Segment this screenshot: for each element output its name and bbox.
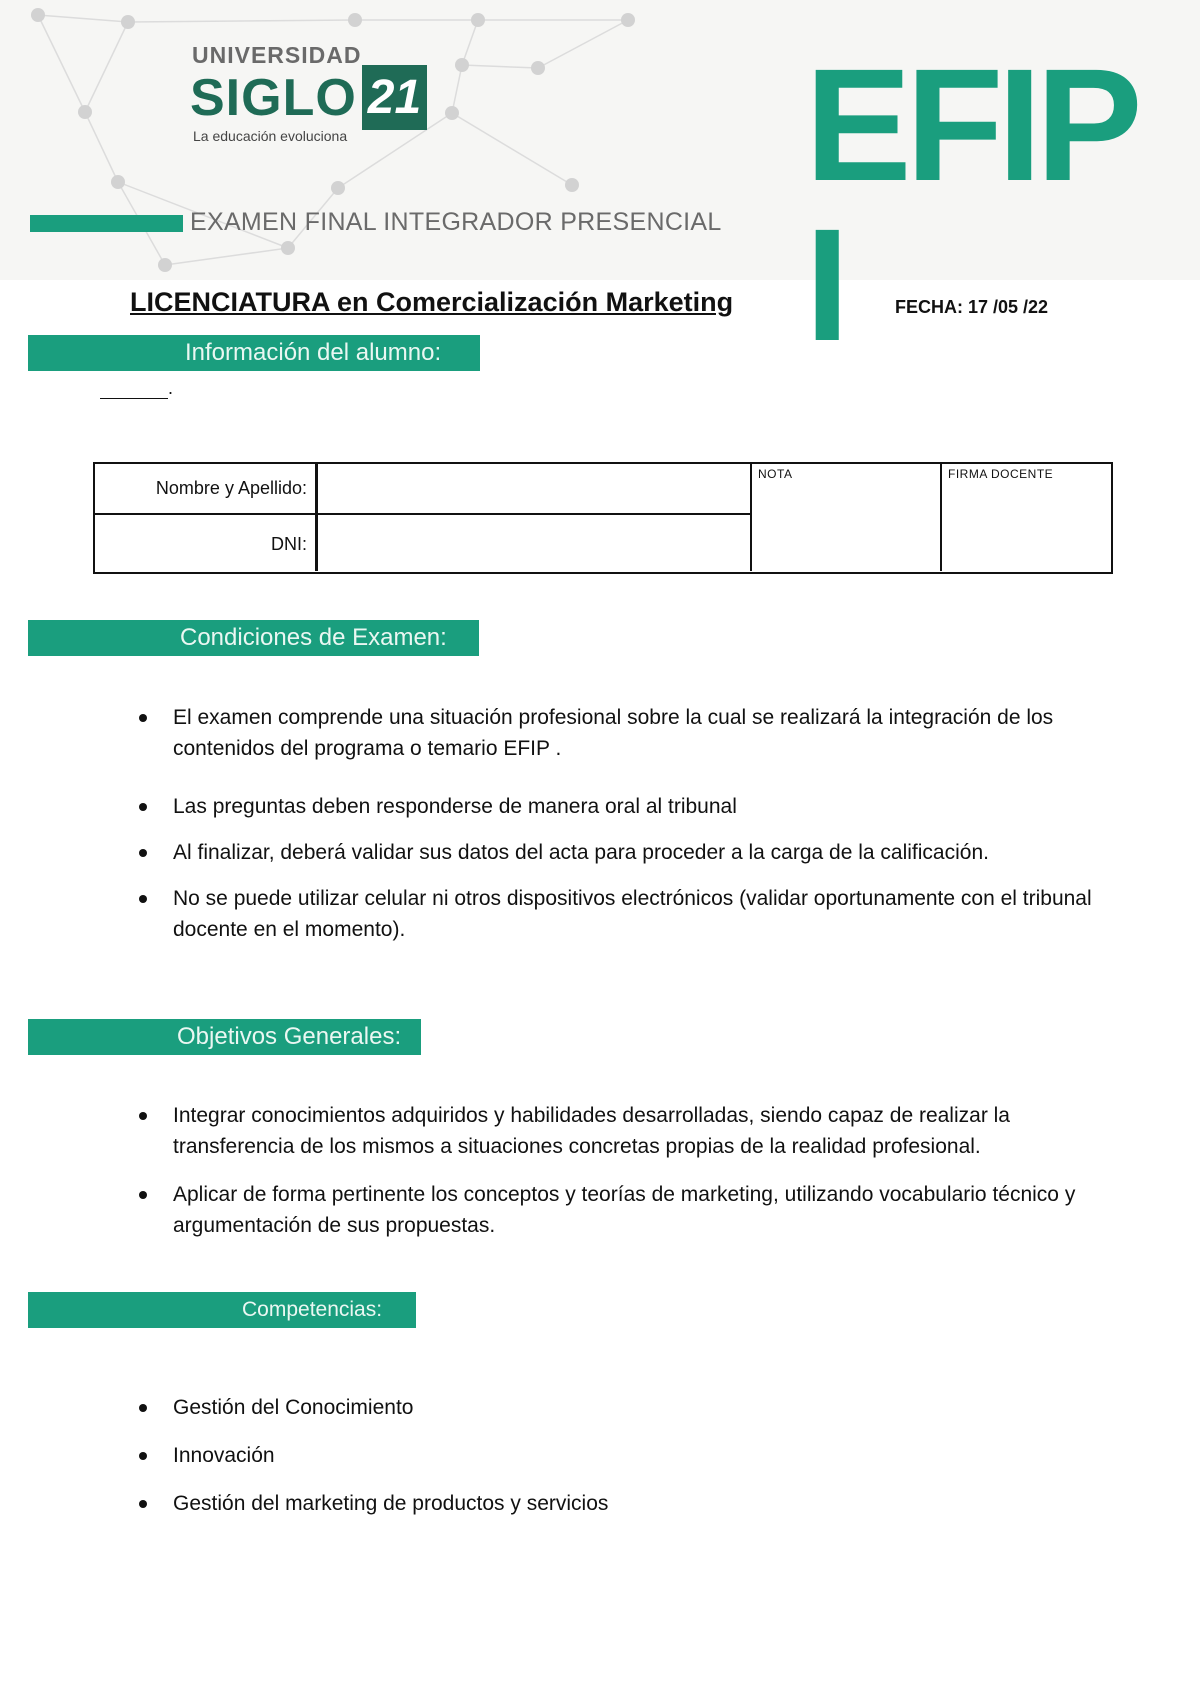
dni-field[interactable] <box>318 515 750 571</box>
conditions-list <box>133 702 1123 945</box>
list-item: Gestión del marketing de productos y servicios <box>133 1488 1123 1519</box>
grade-label: NOTA <box>758 467 793 481</box>
university-logo-number: 21 <box>362 65 427 130</box>
name-field[interactable] <box>318 464 750 513</box>
section-student-info: Información del alumno: <box>28 335 480 371</box>
career-title: LICENCIATURA en Comercialización Marketing <box>130 287 734 317</box>
name-label: Nombre y Apellido: <box>155 478 307 498</box>
blank-mark: . <box>168 378 174 398</box>
list-item: Las preguntas deben responderse de manera oral al tribunal <box>133 791 1123 822</box>
university-name-small: UNIVERSIDAD <box>192 42 362 68</box>
blank-underline <box>100 378 173 399</box>
exam-title: EXAMEN FINAL INTEGRADOR PRESENCIAL <box>190 208 722 236</box>
exam-date: FECHA: 17 /05 /22 <box>895 297 1049 317</box>
list-item: Gestión del Conocimiento <box>133 1392 1123 1423</box>
list-item: Al finalizar, deberá validar sus datos del acta para proceder a la carga de la calificación. <box>133 837 1123 868</box>
blank-underline-rule <box>100 380 168 399</box>
competencies-list <box>133 1392 1123 1519</box>
signature-label: FIRMA DOCENTE <box>948 467 1054 481</box>
dni-label: DNI: <box>271 534 307 554</box>
signature-field[interactable] <box>942 484 1110 571</box>
objectives-list <box>133 1100 1123 1241</box>
grade-field[interactable] <box>752 484 940 571</box>
list-item: Integrar conocimientos adquiridos y habilidades desarrolladas, siendo capaz de realizar la transferencia de los mismos a situaciones concretas propias de la realidad profesional. <box>133 1100 1123 1162</box>
list-item: Innovación <box>133 1440 1123 1471</box>
list-item: No se puede utilizar celular ni otros dispositivos electrónicos (validar oportunamente con el tribunal docente en el momento). <box>133 883 1123 945</box>
list-item: El examen comprende una situación profesional sobre la cual se realizará la integración de los contenidos del programa o temario EFIP . <box>133 702 1123 764</box>
section-conditions: Condiciones de Examen: <box>28 620 479 656</box>
section-objectives: Objetivos Generales: <box>28 1019 421 1055</box>
university-tagline: La educación evoluciona <box>193 128 348 144</box>
efip-logo: EFIP I <box>805 35 1134 374</box>
university-name-big: SIGLO <box>190 69 357 127</box>
exam-title-accent-bar <box>30 215 183 232</box>
section-competencies: Competencias: <box>28 1292 416 1328</box>
list-item: Aplicar de forma pertinente los conceptos y teorías de marketing, utilizando vocabulario técnico y argumentación de sus propuestas. <box>133 1179 1123 1241</box>
student-info-table <box>93 462 1113 574</box>
